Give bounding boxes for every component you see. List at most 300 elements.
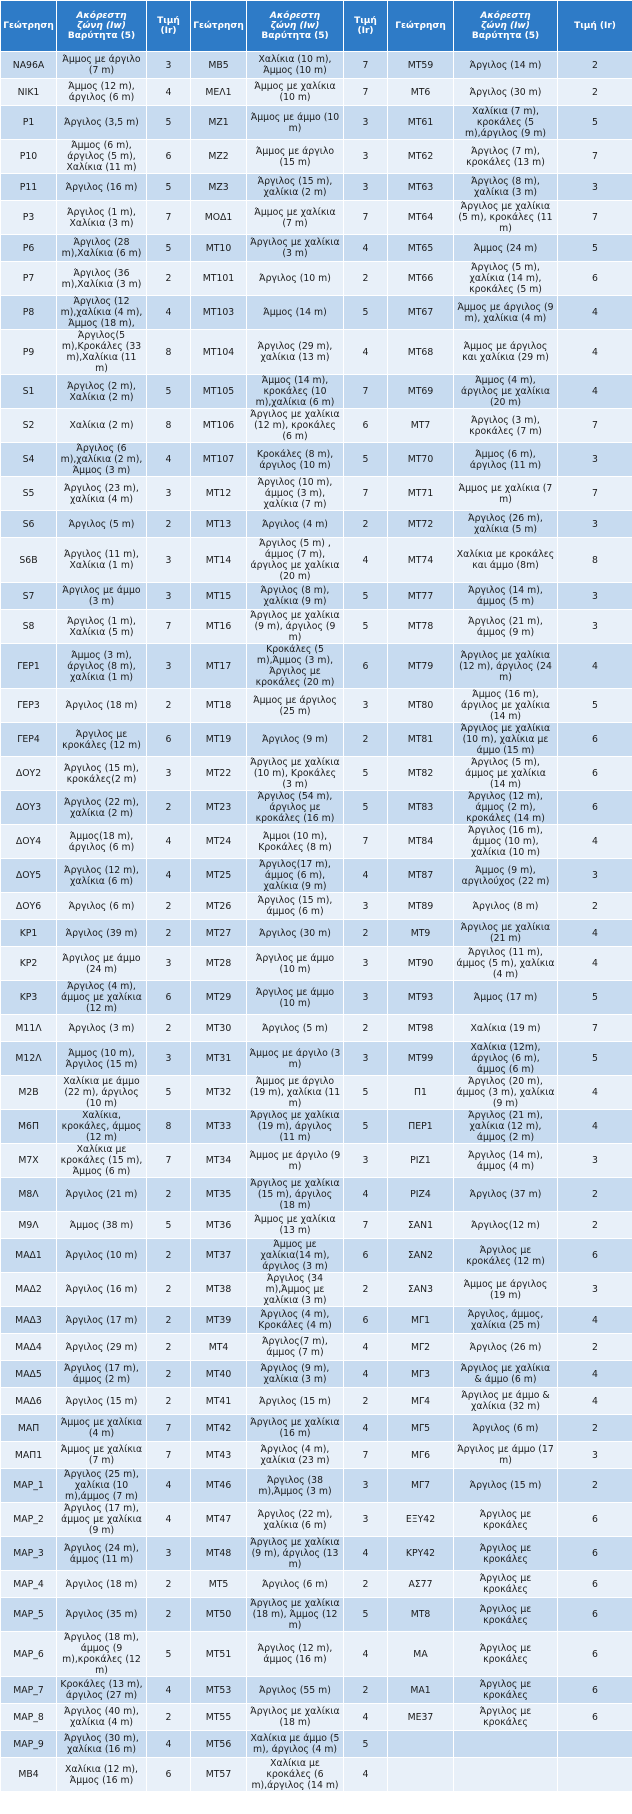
value-cell: 3 bbox=[344, 1503, 388, 1537]
unsaturated-zone-cell: Άργιλος (12 m), άμμος (2 m), κροκάλες (14 m) bbox=[454, 791, 558, 825]
table-row bbox=[1, 296, 632, 330]
well-id-cell: ΜΤ24 bbox=[191, 825, 247, 859]
well-id-cell: Μ9Λ bbox=[1, 1212, 57, 1239]
unsaturated-zone-cell: Άργιλος (15 m), χαλίκια (2 m) bbox=[247, 174, 344, 201]
value-cell: 5 bbox=[147, 1076, 191, 1110]
well-id-cell: ΜΤ81 bbox=[388, 723, 454, 757]
value-cell: 4 bbox=[344, 330, 388, 375]
well-id-cell: ΑΣ77 bbox=[388, 1571, 454, 1598]
unsaturated-zone-cell: Άργιλος (4 m), άμμος με χαλίκια (12 m) bbox=[57, 981, 147, 1015]
unsaturated-zone-cell: Άργιλος (10 m), άμμος (3 m), χαλίκια (7 m) bbox=[247, 477, 344, 511]
table-row bbox=[1, 610, 632, 644]
table-row bbox=[1, 583, 632, 610]
value-cell: 2 bbox=[147, 1704, 191, 1731]
unsaturated-zone-cell: Άργιλος (11 m), άμμος (5 m), χαλίκια (4 m) bbox=[454, 947, 558, 981]
unsaturated-zone-cell: Άργιλος με χαλίκια (19 m), άργιλος (11 m) bbox=[247, 1110, 344, 1144]
unsaturated-zone-cell: Άργιλος(5 m),Κροκάλες (33 m),Χαλίκια (11 m) bbox=[57, 330, 147, 375]
value-cell: 3 bbox=[558, 174, 632, 201]
unsaturated-zone-cell: Άργιλος (54 m), άργιλος με κροκάλες (16 m) bbox=[247, 791, 344, 825]
value-cell: 5 bbox=[344, 1110, 388, 1144]
unsaturated-zone-cell: Άμμος με χαλίκια (4 m) bbox=[57, 1415, 147, 1442]
unsaturated-zone-cell: Άργιλος, άμμος, χαλίκια (25 m) bbox=[454, 1307, 558, 1334]
well-id-cell: S4 bbox=[1, 443, 57, 477]
well-id-cell: ΜΤ74 bbox=[388, 538, 454, 583]
well-id-cell: ΜΤ34 bbox=[191, 1144, 247, 1178]
value-cell: 6 bbox=[147, 140, 191, 174]
well-id-cell: ΡΙΖ4 bbox=[388, 1178, 454, 1212]
value-cell: 5 bbox=[344, 791, 388, 825]
table-row bbox=[1, 1758, 632, 1792]
value-cell: 4 bbox=[558, 1076, 632, 1110]
well-id-cell bbox=[388, 1758, 454, 1792]
well-id-cell: ΜΤ6 bbox=[388, 79, 454, 106]
well-id-cell: ΜΤ28 bbox=[191, 947, 247, 981]
well-id-cell: ΜΤ35 bbox=[191, 1178, 247, 1212]
well-id-cell: ΜΤ16 bbox=[191, 610, 247, 644]
value-cell: 3 bbox=[147, 947, 191, 981]
value-cell: 4 bbox=[344, 235, 388, 262]
unsaturated-zone-cell: Άμμος με άργιλος (19 m) bbox=[454, 1273, 558, 1307]
unsaturated-zone-cell: Άργιλος (11 m), Χαλίκια (1 m) bbox=[57, 538, 147, 583]
well-id-cell: ΔΟΥ4 bbox=[1, 825, 57, 859]
value-cell: 2 bbox=[147, 511, 191, 538]
table-row bbox=[1, 1415, 632, 1442]
value-cell: 4 bbox=[147, 1469, 191, 1503]
well-id-cell: ΔΟΥ6 bbox=[1, 893, 57, 920]
value-cell: 7 bbox=[344, 1442, 388, 1469]
unsaturated-zone-cell: Άργιλος (26 m) bbox=[454, 1334, 558, 1361]
well-id-cell: ΓΕΡ1 bbox=[1, 644, 57, 689]
value-cell: 7 bbox=[147, 610, 191, 644]
unsaturated-zone-cell: Άργιλος (39 m) bbox=[57, 920, 147, 947]
value-cell: 3 bbox=[344, 1469, 388, 1503]
header-well: Γεώτρηση bbox=[191, 1, 247, 52]
unsaturated-zone-cell: Άργιλος (6 m) bbox=[247, 1571, 344, 1598]
unsaturated-zone-cell: Άργιλος (14 m), άμμος (5 m) bbox=[454, 583, 558, 610]
unsaturated-zone-cell: Άργιλος (24 m), άμμος (11 m) bbox=[57, 1537, 147, 1571]
value-cell: 4 bbox=[558, 644, 632, 689]
table-row bbox=[1, 1731, 632, 1758]
table-row bbox=[1, 1598, 632, 1632]
well-id-cell: ΜΤ62 bbox=[388, 140, 454, 174]
unsaturated-zone-cell: Άργιλος (2 m), Χαλίκια (2 m) bbox=[57, 375, 147, 409]
well-id-cell: ΚΡΥ42 bbox=[388, 1537, 454, 1571]
unsaturated-zone-cell: Άργιλος (6 m) bbox=[454, 1415, 558, 1442]
well-id-cell: ΜΤ101 bbox=[191, 262, 247, 296]
well-id-cell: ΜΤ12 bbox=[191, 477, 247, 511]
value-cell: 3 bbox=[147, 1537, 191, 1571]
well-id-cell: S6 bbox=[1, 511, 57, 538]
value-cell: 7 bbox=[558, 140, 632, 174]
unsaturated-zone-cell: Άργιλος με χαλίκια (10 m), χαλίκια με άμμο (15 m) bbox=[454, 723, 558, 757]
well-id-cell: ΜΤ105 bbox=[191, 375, 247, 409]
unsaturated-zone-cell: Άργιλος (3 m), κροκάλες (7 m) bbox=[454, 409, 558, 443]
header-row bbox=[1, 1, 632, 52]
unsaturated-zone-cell: Άμμος (14 m) bbox=[247, 296, 344, 330]
table-row bbox=[1, 1704, 632, 1731]
well-id-cell: ΜΤ31 bbox=[191, 1042, 247, 1076]
value-cell: 2 bbox=[147, 1334, 191, 1361]
value-cell: 7 bbox=[558, 477, 632, 511]
value-cell: 3 bbox=[558, 583, 632, 610]
value-cell: 4 bbox=[344, 1334, 388, 1361]
well-id-cell: ΜΤ57 bbox=[191, 1758, 247, 1792]
unsaturated-zone-cell: Άμμος (3 m), άργιλος (8 m), χαλίκια (1 m) bbox=[57, 644, 147, 689]
table-row bbox=[1, 1503, 632, 1537]
unsaturated-zone-cell: Άργιλος (10 m) bbox=[247, 262, 344, 296]
value-cell: 4 bbox=[344, 859, 388, 893]
well-id-cell: ΜΑΔ6 bbox=[1, 1388, 57, 1415]
value-cell: 3 bbox=[558, 511, 632, 538]
value-cell: 8 bbox=[147, 409, 191, 443]
well-id-cell: ΚΡ3 bbox=[1, 981, 57, 1015]
well-id-cell: ΠΕΡ1 bbox=[388, 1110, 454, 1144]
value-cell: 3 bbox=[558, 1144, 632, 1178]
unsaturated-zone-cell: Άργιλος (18 m) bbox=[57, 1571, 147, 1598]
table-row bbox=[1, 375, 632, 409]
unsaturated-zone-cell: Χαλίκια με άμμο (5 m), άργιλος (4 m) bbox=[247, 1731, 344, 1758]
unsaturated-zone-cell: Άργιλος με χαλίκια (3 m) bbox=[247, 235, 344, 262]
well-id-cell: S6B bbox=[1, 538, 57, 583]
well-id-cell: ΜΤ99 bbox=[388, 1042, 454, 1076]
well-id-cell: ΜΤ36 bbox=[191, 1212, 247, 1239]
value-cell: 2 bbox=[147, 1273, 191, 1307]
well-id-cell: ΜΤ59 bbox=[388, 52, 454, 79]
well-id-cell: ΚΡ2 bbox=[1, 947, 57, 981]
unsaturated-zone-cell: Άργιλος (40 m), χαλίκια (4 m) bbox=[57, 1704, 147, 1731]
well-id-cell: ΜΕ37 bbox=[388, 1704, 454, 1731]
well-id-cell: ΜΤ90 bbox=[388, 947, 454, 981]
well-id-cell: ΜΓ1 bbox=[388, 1307, 454, 1334]
value-cell: 4 bbox=[147, 79, 191, 106]
value-cell: 2 bbox=[147, 1015, 191, 1042]
well-id-cell: ΜΤ23 bbox=[191, 791, 247, 825]
well-id-cell: ΜΤ27 bbox=[191, 920, 247, 947]
well-id-cell: Ρ9 bbox=[1, 330, 57, 375]
well-id-cell: ΜΑ1 bbox=[388, 1677, 454, 1704]
unsaturated-zone-cell: Άργιλος (5 m) bbox=[247, 1015, 344, 1042]
well-id-cell: ΜΤ80 bbox=[388, 689, 454, 723]
value-cell: 2 bbox=[558, 79, 632, 106]
well-id-cell: ΜΑΔ1 bbox=[1, 1239, 57, 1273]
unsaturated-zone-cell: Άργιλος (12 m),χαλίκια (4 m), Άμμος (18 m), bbox=[57, 296, 147, 330]
well-id-cell: ΜΤ84 bbox=[388, 825, 454, 859]
unsaturated-zone-cell: Άργιλος (18 m) bbox=[57, 689, 147, 723]
well-id-cell: ΜΤ14 bbox=[191, 538, 247, 583]
unsaturated-zone-cell: Άργιλος (37 m) bbox=[454, 1178, 558, 1212]
unsaturated-zone-cell: Άργιλος (9 m) bbox=[247, 723, 344, 757]
value-cell: 7 bbox=[558, 1015, 632, 1042]
well-id-cell: Μ12Λ bbox=[1, 1042, 57, 1076]
header-zone: Ακόρεστη ζώνη (Iw) Βαρύτητα (5) bbox=[454, 1, 558, 52]
well-id-cell: Ρ11 bbox=[1, 174, 57, 201]
well-id-cell: ΜΤ48 bbox=[191, 1537, 247, 1571]
table-row bbox=[1, 1334, 632, 1361]
unsaturated-zone-cell: Άργιλος με κροκάλες (12 m) bbox=[454, 1239, 558, 1273]
unsaturated-zone-cell: Άργιλος (3,5 m) bbox=[57, 106, 147, 140]
value-cell: 7 bbox=[344, 825, 388, 859]
unsaturated-zone-cell: Χαλίκια (12 m), Άμμος (16 m) bbox=[57, 1758, 147, 1792]
value-cell: 2 bbox=[147, 893, 191, 920]
value-cell: 2 bbox=[558, 1212, 632, 1239]
table-row bbox=[1, 1015, 632, 1042]
value-cell: 6 bbox=[147, 723, 191, 757]
well-id-cell: ΜΤ70 bbox=[388, 443, 454, 477]
value-cell: 3 bbox=[558, 859, 632, 893]
value-cell: 2 bbox=[147, 1598, 191, 1632]
unsaturated-zone-cell: Άμμος (16 m), άργιλος με χαλίκια (14 m) bbox=[454, 689, 558, 723]
well-id-cell: ΜΑΡ_5 bbox=[1, 1598, 57, 1632]
well-id-cell: Μ7Χ bbox=[1, 1144, 57, 1178]
value-cell: 3 bbox=[344, 1042, 388, 1076]
well-id-cell bbox=[388, 1731, 454, 1758]
unsaturated-zone-cell: Άργιλος με χαλίκια & άμμο (6 m) bbox=[454, 1361, 558, 1388]
unsaturated-zone-cell: Άργιλος με χαλίκια (15 m), άργιλος (18 m) bbox=[247, 1178, 344, 1212]
well-id-cell: ΜΤ61 bbox=[388, 106, 454, 140]
value-cell: 2 bbox=[344, 262, 388, 296]
well-id-cell: ΜΤ15 bbox=[191, 583, 247, 610]
unsaturated-zone-cell: Άργιλος (4 m), χαλίκια (23 m) bbox=[247, 1442, 344, 1469]
value-cell: 6 bbox=[558, 262, 632, 296]
unsaturated-zone-cell: Άμμος με άργιλος (25 m) bbox=[247, 689, 344, 723]
table-row bbox=[1, 1144, 632, 1178]
well-id-cell: ΓΕΡ4 bbox=[1, 723, 57, 757]
table-row bbox=[1, 1212, 632, 1239]
table-row bbox=[1, 1361, 632, 1388]
well-id-cell: ΜΑΡ_9 bbox=[1, 1731, 57, 1758]
unsaturated-zone-cell: Χαλίκια με κροκάλες και άμμο (8m) bbox=[454, 538, 558, 583]
value-cell: 5 bbox=[147, 174, 191, 201]
unsaturated-zone-cell: Άργιλος με χαλίκια (21 m) bbox=[454, 920, 558, 947]
well-id-cell: ΜΤ33 bbox=[191, 1110, 247, 1144]
value-cell: 3 bbox=[344, 174, 388, 201]
unsaturated-zone-cell: Άργιλος (14 m) bbox=[454, 52, 558, 79]
value-cell: 2 bbox=[147, 791, 191, 825]
unsaturated-zone-cell: Κροκάλες (8 m), άργιλος (10 m) bbox=[247, 443, 344, 477]
value-cell: 4 bbox=[558, 1388, 632, 1415]
well-id-cell: Μ11Λ bbox=[1, 1015, 57, 1042]
value-cell: 5 bbox=[344, 583, 388, 610]
well-id-cell: ΜΤ67 bbox=[388, 296, 454, 330]
value-cell: 5 bbox=[558, 106, 632, 140]
value-cell: 3 bbox=[558, 443, 632, 477]
unsaturated-zone-cell: Άργιλος(7 m), άμμος (7 m) bbox=[247, 1334, 344, 1361]
unsaturated-zone-cell: Άργιλος (7 m), κροκάλες (13 m) bbox=[454, 140, 558, 174]
well-id-cell: ΜΤ98 bbox=[388, 1015, 454, 1042]
well-id-cell: Μ2Β bbox=[1, 1076, 57, 1110]
well-id-cell: ΜΤ64 bbox=[388, 201, 454, 235]
value-cell: 6 bbox=[558, 1598, 632, 1632]
value-cell: 7 bbox=[344, 52, 388, 79]
value-cell: 5 bbox=[558, 235, 632, 262]
well-id-cell: ΜΤ53 bbox=[191, 1677, 247, 1704]
value-cell: 7 bbox=[344, 201, 388, 235]
value-cell: 7 bbox=[344, 1212, 388, 1239]
unsaturated-zone-cell: Άργιλος (10 m) bbox=[57, 1239, 147, 1273]
value-cell: 4 bbox=[147, 859, 191, 893]
value-cell: 4 bbox=[344, 1415, 388, 1442]
value-cell: 5 bbox=[344, 296, 388, 330]
value-cell: 3 bbox=[558, 610, 632, 644]
unsaturated-zone-cell: Άμμος (38 m) bbox=[57, 1212, 147, 1239]
table-row bbox=[1, 538, 632, 583]
well-id-cell: ΜΤ26 bbox=[191, 893, 247, 920]
header-zone: Ακόρεστη ζώνη (Iw) Βαρύτητα (5) bbox=[247, 1, 344, 52]
table-row bbox=[1, 1273, 632, 1307]
unsaturated-zone-cell: Άργιλος (30 m) bbox=[247, 920, 344, 947]
value-cell: 2 bbox=[344, 1677, 388, 1704]
table-row bbox=[1, 140, 632, 174]
value-cell: 8 bbox=[147, 330, 191, 375]
table-row bbox=[1, 1677, 632, 1704]
well-id-cell: Ρ7 bbox=[1, 262, 57, 296]
value-cell: 7 bbox=[558, 409, 632, 443]
unsaturated-zone-cell: Άμμος(18 m), άργιλος (6 m) bbox=[57, 825, 147, 859]
well-id-cell: ΜΒ5 bbox=[191, 52, 247, 79]
unsaturated-zone-cell: Άργιλος (12 m), άμμος (16 m) bbox=[247, 1632, 344, 1677]
unsaturated-zone-cell: Χαλίκια (10 m), Άμμος (10 m) bbox=[247, 52, 344, 79]
unsaturated-zone-cell: Άργιλος (55 m) bbox=[247, 1677, 344, 1704]
unsaturated-zone-cell: Άργιλος (17 m) bbox=[57, 1307, 147, 1334]
unsaturated-zone-cell: Άμμος με άργιλος και χαλίκια (29 m) bbox=[454, 330, 558, 375]
header-well: Γεώτρηση bbox=[1, 1, 57, 52]
unsaturated-zone-cell: Άμμος με χαλίκια (7 m) bbox=[247, 201, 344, 235]
unsaturated-zone-cell: Χαλίκια (12m), άργιλος (6 m), άμμος (6 m) bbox=[454, 1042, 558, 1076]
value-cell: 7 bbox=[147, 1415, 191, 1442]
unsaturated-zone-cell: Χαλίκια (7 m), κροκάλες (5 m),άργιλος (9 m) bbox=[454, 106, 558, 140]
unsaturated-zone-cell: Άργιλος (3 m) bbox=[57, 1015, 147, 1042]
well-id-cell: ΜΤ37 bbox=[191, 1239, 247, 1273]
well-id-cell: ΜΤ103 bbox=[191, 296, 247, 330]
well-id-cell: ΜΓ7 bbox=[388, 1469, 454, 1503]
unsaturated-zone-cell: Άργιλος (15 m), κροκάλες(2 m) bbox=[57, 757, 147, 791]
unsaturated-zone-cell: Χαλίκια, κροκάλες, άμμος (12 m) bbox=[57, 1110, 147, 1144]
value-cell: 6 bbox=[344, 409, 388, 443]
unsaturated-zone-cell: Άργιλος με κροκάλες bbox=[454, 1571, 558, 1598]
well-id-cell: ΜΤ10 bbox=[191, 235, 247, 262]
unsaturated-zone-cell: Άργιλος (8 m), χαλίκια (9 m) bbox=[247, 583, 344, 610]
value-cell: 5 bbox=[147, 375, 191, 409]
value-cell: 6 bbox=[558, 1632, 632, 1677]
unsaturated-zone-cell: Άργιλος (18 m), άμμος (9 m),κροκάλες (12 m) bbox=[57, 1632, 147, 1677]
well-id-cell: S2 bbox=[1, 409, 57, 443]
well-id-cell: ΜΤ13 bbox=[191, 511, 247, 538]
unsaturated-zone-cell: Άργιλος με κροκάλες (12 m) bbox=[57, 723, 147, 757]
table-row bbox=[1, 920, 632, 947]
unsaturated-zone-cell: Άμμος (17 m) bbox=[454, 981, 558, 1015]
well-id-cell: ΜΤ68 bbox=[388, 330, 454, 375]
header-zone: Ακόρεστη ζώνη (Iw) Βαρύτητα (5) bbox=[57, 1, 147, 52]
well-id-cell: ΔΟΥ2 bbox=[1, 757, 57, 791]
value-cell: 5 bbox=[147, 1212, 191, 1239]
unsaturated-zone-cell: Άργιλος (30 m) bbox=[454, 79, 558, 106]
table-row bbox=[1, 1469, 632, 1503]
unsaturated-zone-cell: Χαλίκια με κροκάλες (6 m),άργιλος (14 m) bbox=[247, 1758, 344, 1792]
well-id-cell: ΜΑΡ_8 bbox=[1, 1704, 57, 1731]
value-cell: 6 bbox=[558, 723, 632, 757]
value-cell: 4 bbox=[147, 1503, 191, 1537]
unsaturated-zone-cell: Άργιλος (4 m) bbox=[247, 511, 344, 538]
value-cell: 2 bbox=[558, 1469, 632, 1503]
unsaturated-zone-cell: Άργιλος (9 m), χαλίκια (3 m) bbox=[247, 1361, 344, 1388]
unsaturated-zone-cell: Άργιλος με άμμο (10 m) bbox=[247, 981, 344, 1015]
unsaturated-zone-cell: Άργιλος (15 m), άμμος (6 m) bbox=[247, 893, 344, 920]
unsaturated-zone-cell: Άργιλος με χαλίκια (18 m) bbox=[247, 1704, 344, 1731]
value-cell: 3 bbox=[344, 893, 388, 920]
unsaturated-zone-cell: Άργιλος (1 m), Χαλίκια (3 m) bbox=[57, 201, 147, 235]
header-value: Τιμή (Ir) bbox=[558, 1, 632, 52]
well-id-cell: Ρ6 bbox=[1, 235, 57, 262]
value-cell bbox=[558, 1758, 632, 1792]
well-id-cell: Ρ10 bbox=[1, 140, 57, 174]
value-cell: 2 bbox=[558, 1415, 632, 1442]
well-id-cell: ΔΟΥ3 bbox=[1, 791, 57, 825]
table-row bbox=[1, 1388, 632, 1415]
well-id-cell: ΜΤ19 bbox=[191, 723, 247, 757]
unsaturated-zone-cell: Άργιλος (15 m) bbox=[454, 1469, 558, 1503]
table-row bbox=[1, 511, 632, 538]
unsaturated-zone-cell: Άμμος (14 m), κροκάλες (10 m),χαλίκια (6 m) bbox=[247, 375, 344, 409]
unsaturated-zone-cell: Άργιλος (21 m) bbox=[57, 1178, 147, 1212]
unsaturated-zone-cell: Άμμος με άμμο (10 m) bbox=[247, 106, 344, 140]
value-cell: 3 bbox=[147, 1042, 191, 1076]
value-cell: 2 bbox=[344, 511, 388, 538]
well-id-cell: ΜΤ56 bbox=[191, 1731, 247, 1758]
value-cell: 7 bbox=[344, 477, 388, 511]
unsaturated-zone-cell: Άργιλος (8 m), χαλίκια (3 m) bbox=[454, 174, 558, 201]
unsaturated-zone-cell: Άργιλος (22 m), χαλίκια (6 m) bbox=[247, 1503, 344, 1537]
table-row bbox=[1, 893, 632, 920]
table-row bbox=[1, 723, 632, 757]
unsaturated-zone-cell: Άργιλος (22 m), χαλίκια (2 m) bbox=[57, 791, 147, 825]
well-id-cell: ΜΤ82 bbox=[388, 757, 454, 791]
well-id-cell: ΜΤ47 bbox=[191, 1503, 247, 1537]
header-well: Γεώτρηση bbox=[388, 1, 454, 52]
value-cell: 4 bbox=[344, 1758, 388, 1792]
unsaturated-zone-cell: Άργιλος (30 m), χαλίκια (16 m) bbox=[57, 1731, 147, 1758]
unsaturated-zone-cell: Άργιλος (25 m), χαλίκια (10 m),άμμος (7 m) bbox=[57, 1469, 147, 1503]
table-row bbox=[1, 859, 632, 893]
unsaturated-zone-cell: Άργιλος (6 m) bbox=[57, 893, 147, 920]
unsaturated-zone-cell: Άμμος με άργιλο (3 m) bbox=[247, 1042, 344, 1076]
value-cell: 4 bbox=[344, 538, 388, 583]
value-cell: 7 bbox=[147, 1442, 191, 1469]
well-id-cell: ΜΑΔ5 bbox=[1, 1361, 57, 1388]
value-cell: 4 bbox=[147, 443, 191, 477]
value-cell: 2 bbox=[147, 920, 191, 947]
unsaturated-zone-cell: Άμμος (12 m), άργιλος (6 m) bbox=[57, 79, 147, 106]
well-id-cell: ΜΤ71 bbox=[388, 477, 454, 511]
table-row bbox=[1, 1110, 632, 1144]
value-cell: 3 bbox=[344, 981, 388, 1015]
value-cell: 2 bbox=[558, 52, 632, 79]
unsaturated-zone-cell: Άργιλος (4 m), Κροκάλες (4 m) bbox=[247, 1307, 344, 1334]
value-cell: 4 bbox=[344, 1632, 388, 1677]
well-id-cell: ΜΤ17 bbox=[191, 644, 247, 689]
unsaturated-zone-cell: Άργιλος (26 m), χαλίκια (5 m) bbox=[454, 511, 558, 538]
unsaturated-zone-cell: Άμμος με χαλίκια(14 m), άργιλος (3 m) bbox=[247, 1239, 344, 1273]
well-id-cell: ΜΤ9 bbox=[388, 920, 454, 947]
well-id-cell: ΜΤ78 bbox=[388, 610, 454, 644]
value-cell: 3 bbox=[147, 538, 191, 583]
well-id-cell: ΜΓ6 bbox=[388, 1442, 454, 1469]
well-id-cell: ΜΤ55 bbox=[191, 1704, 247, 1731]
unsaturated-zone-cell: Άργιλος (36 m),Χαλίκια (3 m) bbox=[57, 262, 147, 296]
value-cell: 7 bbox=[558, 201, 632, 235]
well-id-cell: ΜΤ22 bbox=[191, 757, 247, 791]
value-cell: 2 bbox=[344, 920, 388, 947]
unsaturated-zone-cell: Άμμος με χαλίκια (7 m) bbox=[454, 477, 558, 511]
